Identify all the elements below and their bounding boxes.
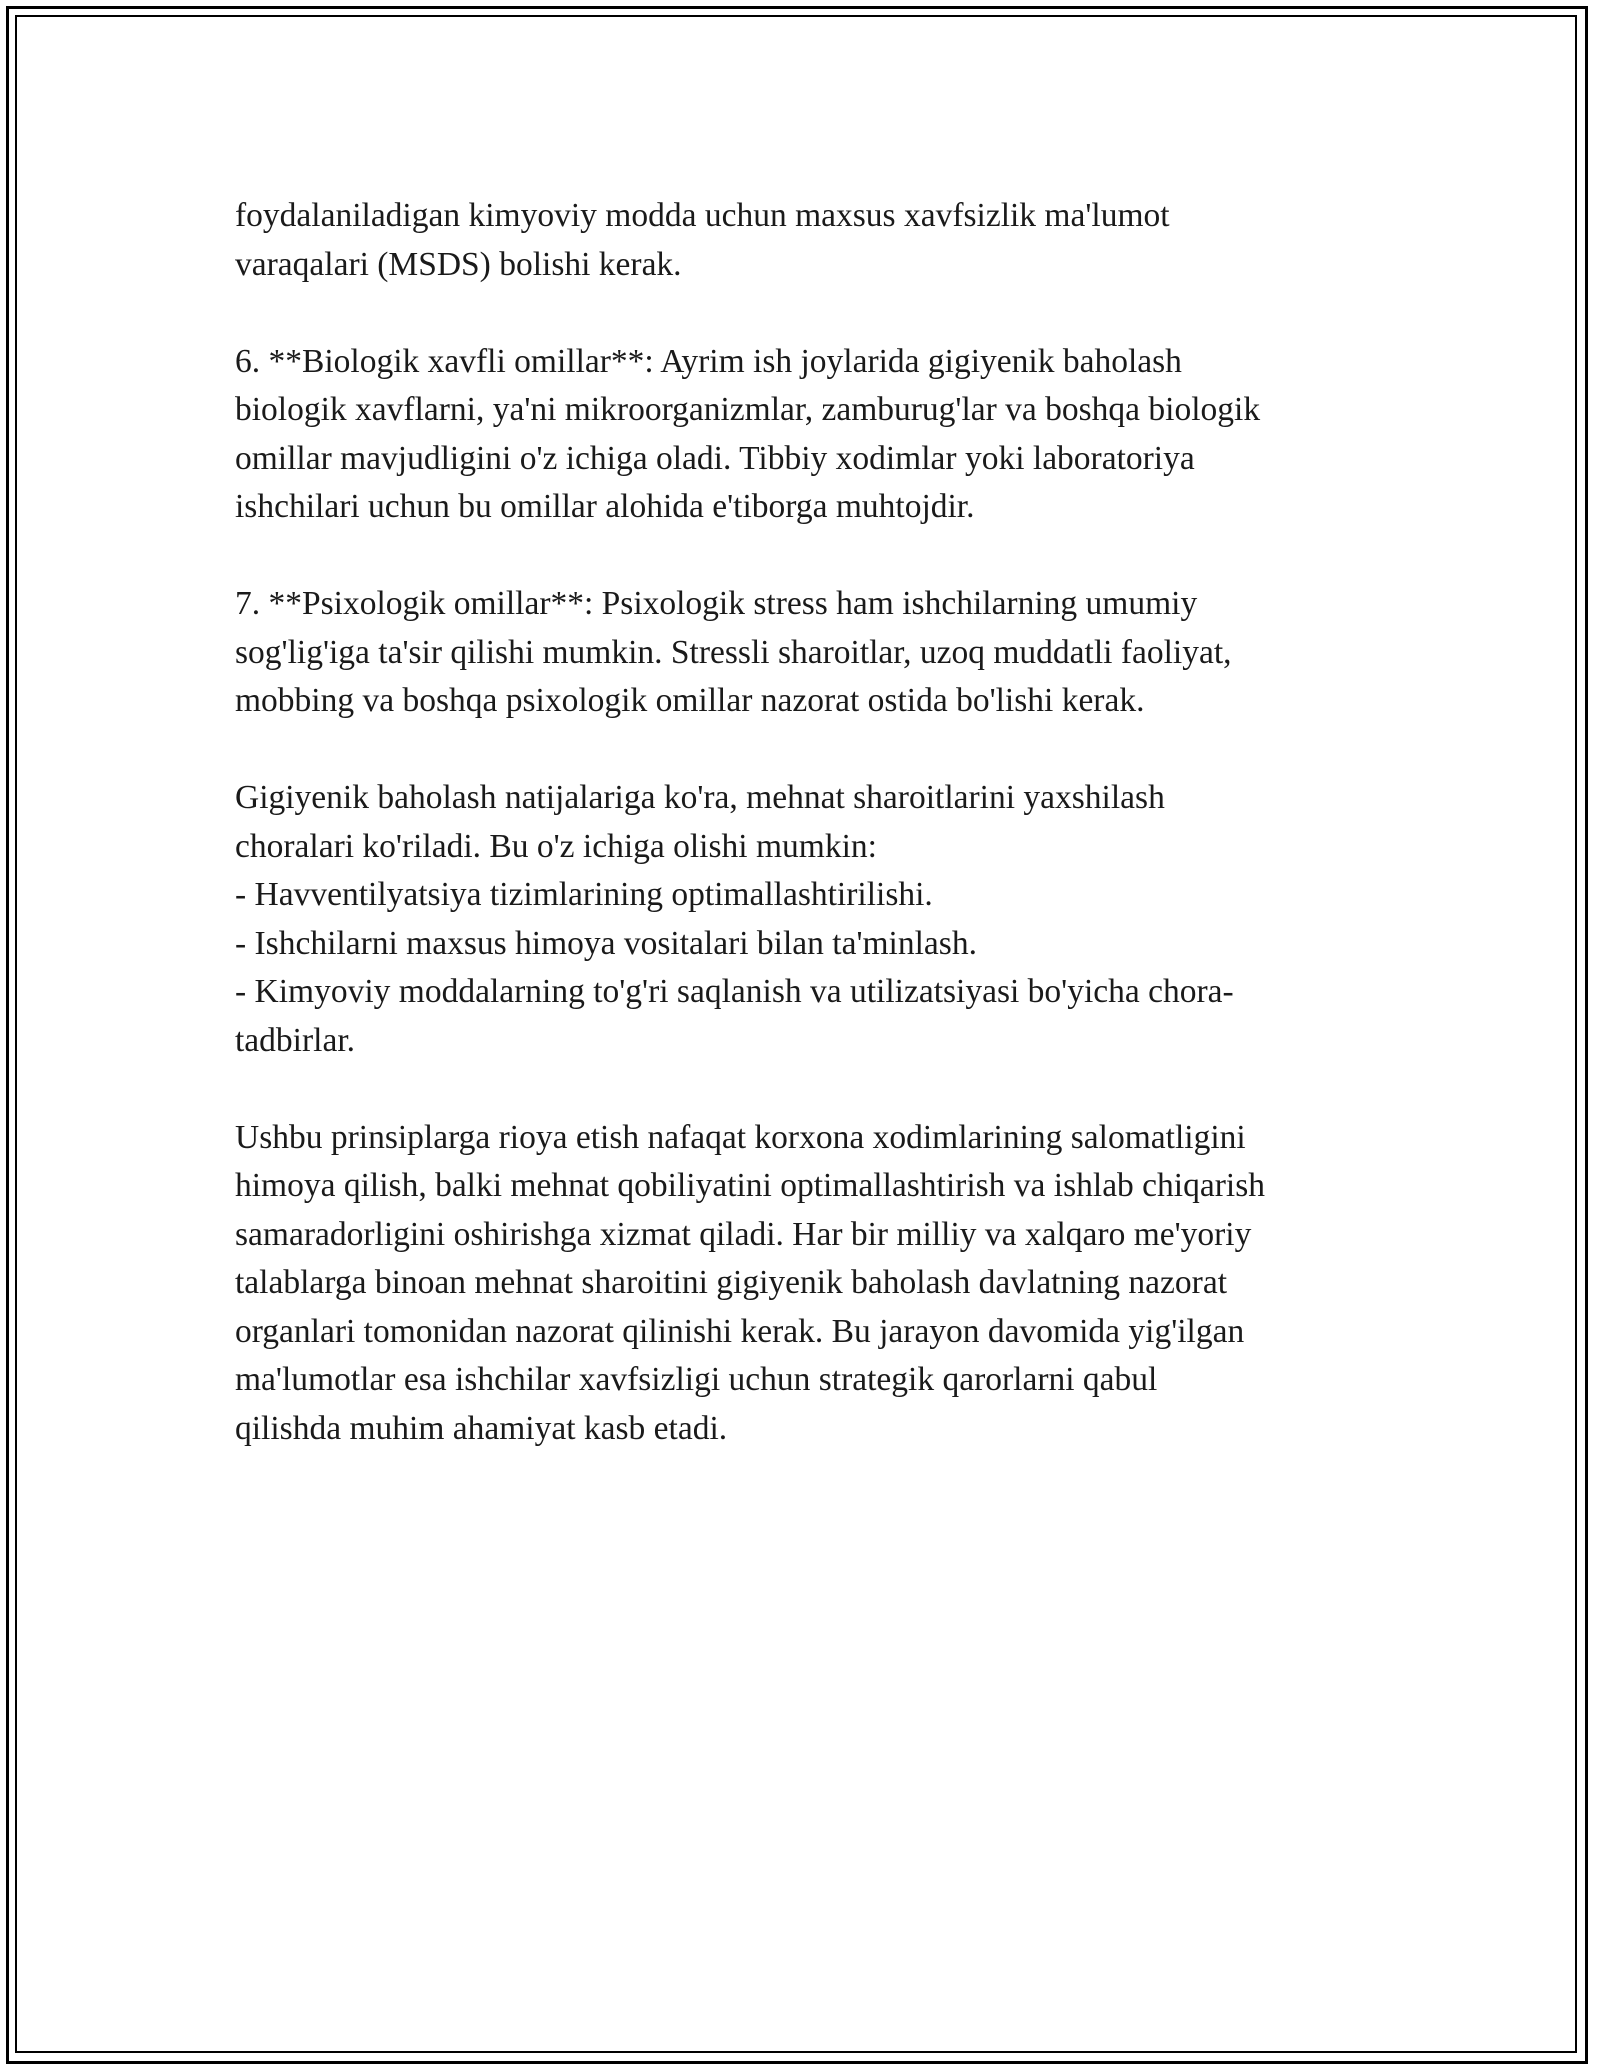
paragraph-improvement-measures	[235, 774, 1415, 1065]
text-line: 7. **Psixologik omillar**: Psixologik stress ham ishchilarning umumiy	[235, 585, 1198, 622]
text-line: Gigiyenik baholash natijalariga ko'ra, mehnat sharoitlarini yaxshilash	[235, 779, 1165, 816]
text-line: samaradorligini oshirishga xizmat qiladi. Har bir milliy va xalqaro me'yoriy	[235, 1215, 1252, 1253]
text-line: varaqalari (MSDS) bolishi kerak.	[235, 245, 682, 283]
paragraph-msds	[235, 192, 1415, 289]
list-item: - Havventilyatsiya tizimlarining optimallashtirilishi.	[235, 876, 933, 913]
text-line: foydalaniladigan kimyoviy modda uchun maxsus xavfsizlik ma'lumot	[235, 197, 1170, 234]
text-line: biologik xavflarni, ya'ni mikroorganizmlar, zamburug'lar va boshqa biologik	[235, 391, 1261, 428]
text-line: ishchilari uchun bu omillar alohida e'tiborga muhtojdir.	[235, 488, 975, 525]
list-item: - Kimyoviy moddalarning to'g'ri saqlanish va utilizatsiyasi bo'yicha chora-	[235, 973, 1234, 1010]
text-line: Ushbu prinsiplarga rioya etish nafaqat korxona xodimlarining salomatligini	[235, 1118, 1246, 1156]
paragraph-biological-factors	[235, 338, 1415, 532]
list-item: - Ishchilarni maxsus himoya vositalari bilan ta'minlash.	[235, 924, 977, 962]
text-line: ma'lumotlar esa ishchilar xavfsizligi uchun strategik qarorlarni qabul	[235, 1361, 1158, 1398]
paragraph-conclusion	[235, 1114, 1415, 1454]
paragraph-psychological-factors	[235, 580, 1415, 726]
text-line: mobbing va boshqa psixologik omillar nazorat ostida bo'lishi kerak.	[235, 682, 1145, 719]
text-line: 6. **Biologik xavfli omillar**: Ayrim ish joylarida gigiyenik baholash	[235, 342, 1182, 380]
text-line: omillar mavjudligini o'z ichiga oladi. Tibbiy xodimlar yoki laboratoriya	[235, 439, 1195, 477]
document-body	[235, 192, 1415, 1453]
text-line: organlari tomonidan nazorat qilinishi kerak. Bu jarayon davomida yig'ilgan	[235, 1312, 1245, 1350]
text-line: qilishda muhim ahamiyat kasb etadi.	[235, 1409, 728, 1447]
text-line: himoya qilish, balki mehnat qobiliyatini optimallashtirish va ishlab chiqarish	[235, 1167, 1265, 1204]
text-line: tadbirlar.	[235, 1021, 355, 1059]
text-line: talablarga binoan mehnat sharoitini gigiyenik baholash davlatning nazorat	[235, 1264, 1227, 1301]
text-line: sog'lig'iga ta'sir qilishi mumkin. Stressli sharoitlar, uzoq muddatli faoliyat,	[235, 633, 1232, 671]
text-line: choralari ko'riladi. Bu o'z ichiga olishi mumkin:	[235, 827, 877, 865]
